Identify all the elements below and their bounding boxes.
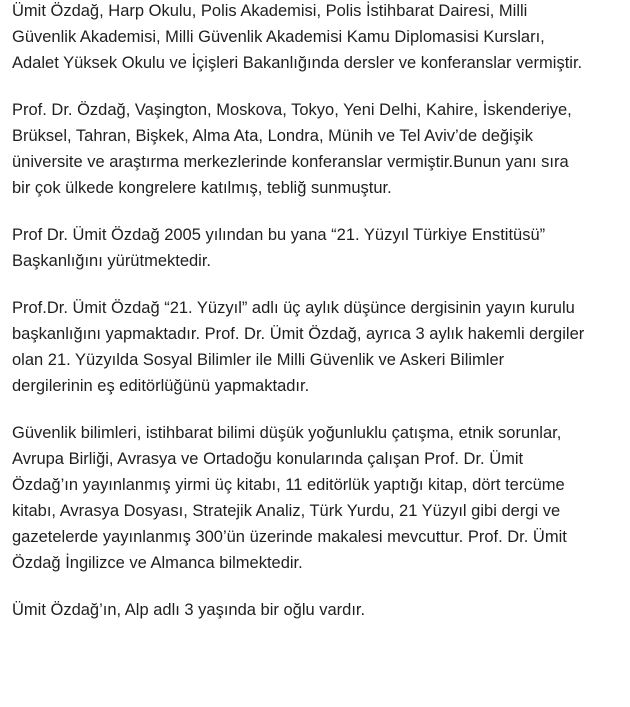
text-line: Avrupa Birliği, Avrasya ve Ortadoğu konularında çalışan Prof. Dr. Ümit [12, 450, 524, 468]
text-line: olan 21. Yüzyılda Sosyal Bilimler ile Milli Güvenlik ve Askeri Bilimler [12, 351, 505, 369]
text-line: Ümit Özdağ, Harp Okulu, Polis Akademisi, Polis İstihbarat Dairesi, Milli [12, 2, 528, 20]
paragraph-lectures [12, 0, 628, 76]
paragraph-international-conferences [12, 97, 628, 201]
text-line: başkanlığını yapmaktadır. Prof. Dr. Ümit Özdağ, ayrıca 3 aylık hakemli dergiler [12, 325, 585, 343]
text-line: Güvenlik bilimleri, istihbarat bilimi düşük yoğunluklu çatışma, etnik sorunlar, [12, 424, 562, 442]
text-line: Başkanlığını yürütmektedir. [12, 252, 212, 270]
paragraph-journals [12, 295, 628, 399]
text-line: Prof. Dr. Özdağ, Vaşington, Moskova, Tokyo, Yeni Delhi, Kahire, İskenderiye, [12, 101, 572, 119]
text-line: Güvenlik Akademisi, Milli Güvenlik Akademisi Kamu Diplomasisi Kursları, [12, 28, 545, 46]
text-line: Ümit Özdağ’ın, Alp adlı 3 yaşında bir oğlu vardır. [12, 601, 366, 619]
text-line: Özdağ’ın yayınlanmış yirmi üç kitabı, 11 editörlük yaptığı kitap, dört tercüme [12, 476, 565, 494]
paragraph-family [12, 597, 628, 623]
paragraph-institute [12, 222, 628, 274]
text-line: Brüksel, Tahran, Bişkek, Alma Ata, Londra, Münih ve Tel Aviv’de değişik [12, 127, 533, 145]
text-line: gazetelerde yayınlanmış 300’ün üzerinde makalesi mevcuttur. Prof. Dr. Ümit [12, 528, 567, 546]
paragraph-publications [12, 420, 628, 576]
text-line: kitabı, Avrasya Dosyası, Stratejik Analiz, Türk Yurdu, 21 Yüzyıl gibi dergi ve [12, 502, 561, 520]
text-line: bir çok ülkede kongrelere katılmış, tebliğ sunmuştur. [12, 179, 392, 197]
text-line: dergilerinin eş editörlüğünü yapmaktadır. [12, 377, 310, 395]
article-body [12, 0, 628, 644]
text-line: Prof Dr. Ümit Özdağ 2005 yılından bu yana “21. Yüzyıl Türkiye Enstitüsü” [12, 226, 546, 244]
text-line: üniversite ve araştırma merkezlerinde konferanslar vermiştir.Bunun yanı sıra [12, 153, 569, 171]
text-line: Prof.Dr. Ümit Özdağ “21. Yüzyıl” adlı üç aylık düşünce dergisinin yayın kurulu [12, 299, 575, 317]
text-line: Özdağ İngilizce ve Almanca bilmektedir. [12, 554, 303, 572]
text-line: Adalet Yüksek Okulu ve İçişleri Bakanlığında dersler ve konferanslar vermiştir. [12, 54, 583, 72]
